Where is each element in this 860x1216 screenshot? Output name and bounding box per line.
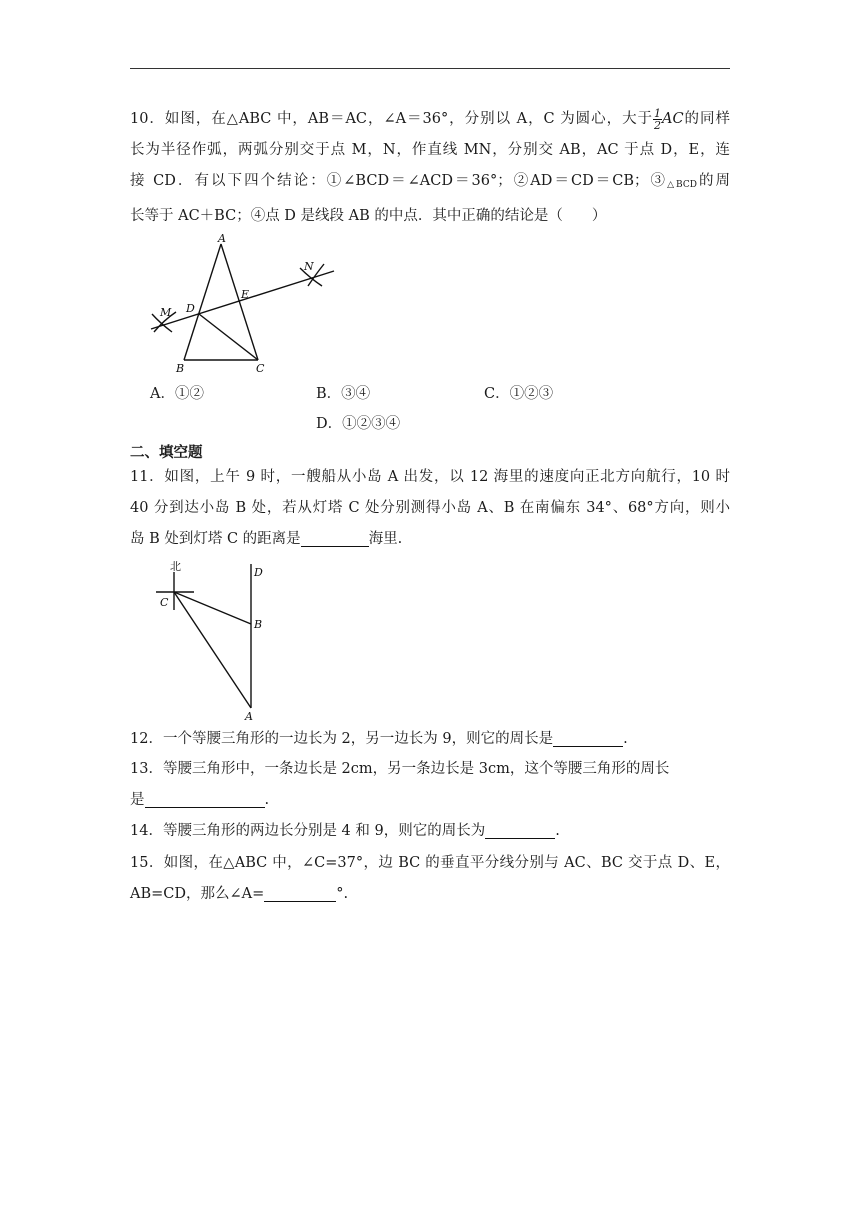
q10-label-c: C (256, 362, 265, 375)
question-14: 14．等腰三角形的两边长分别是 4 和 9，则它的周长为 . (130, 816, 730, 847)
q10-line-3: 接 CD．有以下四个结论：①∠BCD＝∠ACD＝36°；②AD＝CD＝CB；$③_{\triangle BCD}$的周 (130, 173, 731, 190)
option-d: D．①②③④ (316, 416, 401, 432)
question-11 (130, 462, 730, 555)
q11-label-c: C (160, 596, 169, 609)
option-c: C．①②③ (484, 386, 554, 402)
section-title: 二、填空题 (130, 445, 203, 461)
option-a: A．①② (150, 386, 204, 402)
q10-label-a: A (218, 232, 226, 245)
q10-label-b: B (176, 362, 185, 375)
question-12: 12．一个等腰三角形的一边长为 2，另一边长为 9，则它的周长是 . (130, 724, 730, 755)
q11-label-north: 北 (170, 560, 181, 573)
q10-line-1: 10．如图，在△ABC 中，AB＝AC，∠A＝36°，分别以 A，C 为圆心，大于 $\frac{1}{2}$ AC的同样 (130, 106, 730, 132)
answer-blank (553, 728, 623, 747)
q10-label-e: E (241, 288, 250, 301)
question-15: 15．如图，在△ABC 中，∠C=37°，边 BC 的垂直平分线分别与 AC、BC 交于点 D、E， AB=CD，那么∠A= °. (130, 855, 730, 902)
answer-blank (145, 789, 265, 808)
q10-line-4: 长等于 AC＋BC；④点 D 是线段 AB 的中点．其中正确的结论是（ ） (130, 208, 607, 224)
q11-label-b: B (254, 618, 263, 631)
q10-line-2: 长为半径作弧，两弧分别交于点 M，N，作直线 MN，分别交 AB，AC 于点 D，E，连 (130, 142, 730, 158)
q10-figure (140, 228, 350, 378)
q11-line-2: 40 分到达小岛 B 处，若从灯塔 C 处分别测得小岛 A、B 在南偏东 34°、68°方向，则小 (130, 500, 730, 516)
answer-blank (301, 528, 369, 547)
answer-blank (485, 820, 555, 839)
q10-label-m: M (160, 306, 172, 319)
q11-label-d: D (254, 566, 263, 579)
option-b: B．③④ (316, 386, 371, 402)
question-13: 13．等腰三角形中，一条边长是 2cm，另一条边长是 3cm，这个等腰三角形的周长 是 . (130, 761, 670, 808)
q11-figure (150, 556, 270, 724)
fraction: $\frac{1}{2}$ (654, 106, 662, 132)
answer-blank (264, 883, 336, 902)
q10-label-d: D (186, 302, 195, 315)
q10-label-n: N (304, 260, 314, 273)
q11-line-1: 11．如图，上午 9 时，一艘船从小岛 A 出发，以 12 海里的速度向正北方向航行，10 时 (130, 469, 730, 485)
q11-label-a: A (245, 710, 253, 723)
header-rule (130, 68, 730, 69)
q11-line-3: 岛 B 处到灯塔 C 的距离是 海里. (130, 524, 730, 555)
question-10 (130, 104, 730, 232)
